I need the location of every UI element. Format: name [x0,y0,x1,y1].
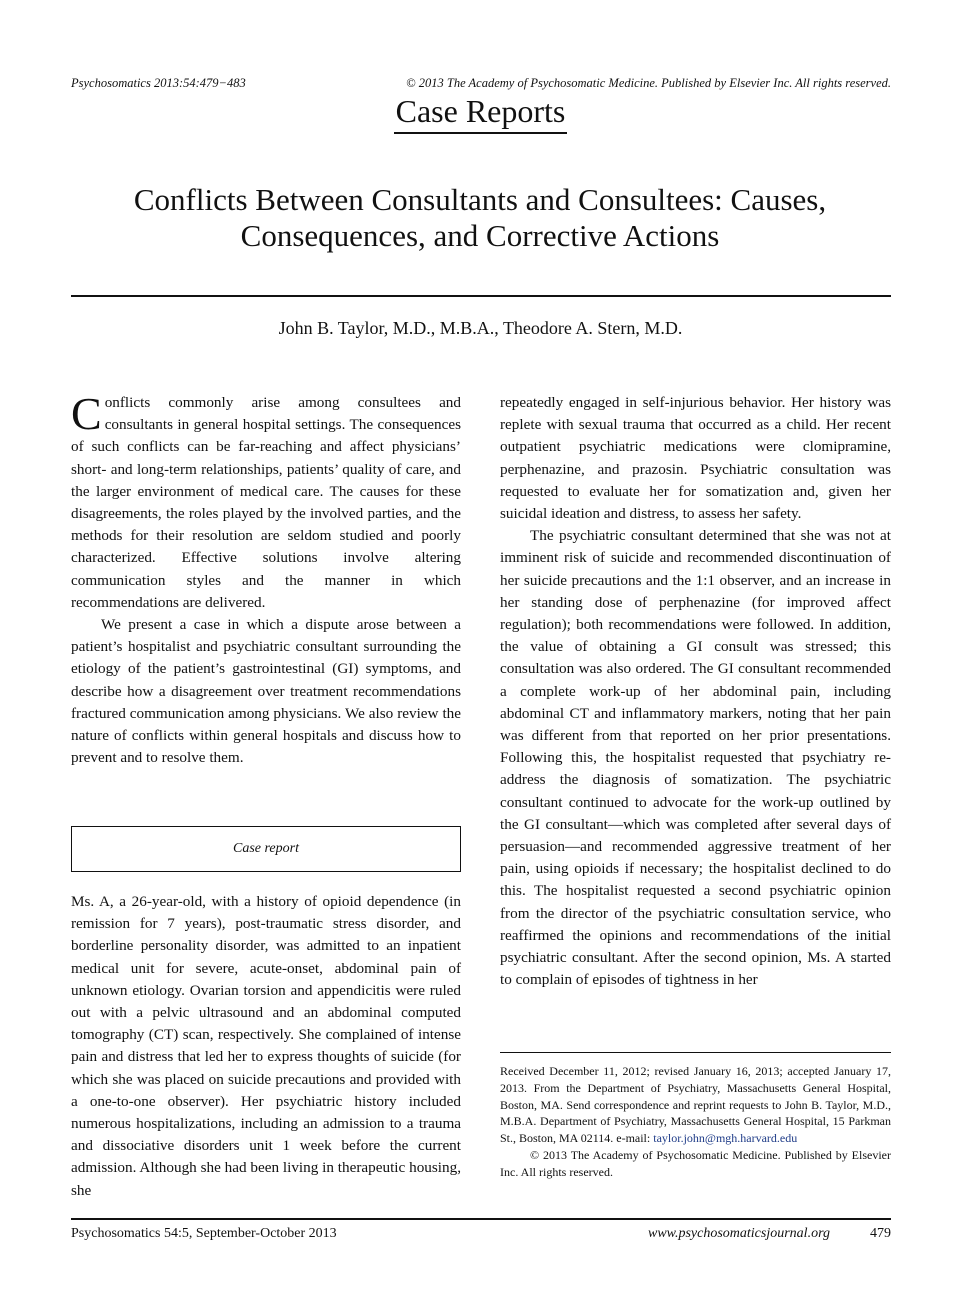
abstract-paragraph-1 [71,388,461,614]
right-column [500,392,891,991]
article-title-line-1: Conflicts Between Consultants and Consultees: Causes, [133,182,827,217]
right-paragraph-2: The psychiatric consultant determined that she was not at imminent risk of suicide and recommended discontinuation of her suicide precautions and the 1:1 observer, and an increase in her standing dose of perphenazine (for improved affect regulation); both recommendations were followed. In addition, the value of obtaining a GI consult was stressed; this consultation was also ordered. The GI consultant recommended a complete work-up of her abdominal pain, including abdominal CT and inflammatory markers, noting that her pain was different from that reported on her prior presentations. Following this, the hospitalist requested that psychiatry re-address the diagnosis of somatization. The psychiatric consultant continued to advocate for the work-up outlined by the GI consultant—which was completed after several days of persuasion—and recommended aggressive treatment of her pain, using opioids if necessary; the hospitalist declined to do this. The hospitalist requested a second psychiatric opinion from the director of the psychiatric consultation service, who reaffirmed the opinions and recommendations of the initial psychiatric consultant. After the second opinion, Ms. A started to complain of episodes of tightness in her [500,527,891,989]
page-number: 479 [870,1226,891,1241]
abstract-column [71,388,461,769]
author-line: John B. Taylor, M.D., M.B.A., Theodore A. Stern, M.D. [278,318,683,338]
title-divider [71,295,891,297]
abstract-paragraph-1-text: onflicts commonly arise among consultees and consultants in general hospital settings. The consequences of such conflicts can be far-reaching and affect physicians’ short- and long-term relationships, patients’ quality of care, and the larger environment of medical care. The causes for these disagreements, the roles played by the involved parties, and the methods for their resolution are seldom studied and poorly characterized. Effective solutions involve altering communication styles and the manner in which recommendations are delivered. [71,394,461,611]
header-copyright: © 2013 The Academy of Psychosomatic Medicine. Published by Elsevier Inc. All rights reserved. [406,76,891,90]
footnote-text: Received December 11, 2012; revised January 16, 2013; accepted January 17, 2013. From the Department of Psychiatry, Massachusetts General Hospital, Boston, MA. Send correspondence and reprint requests to John B. Taylor, M.D., M.B.A. Department of Psychiatry, Massachusetts General Hospital, 15 Parkman St., Boston, MA 02114. e-mail: [500,1064,891,1146]
right-paragraph-1: repeatedly engaged in self-injurious behavior. Her history was replete with sexual trauma that occurred as a child. Her recent outpatient psychiatric medications were clomipramine, perphenazine, and prazosin. Psychiatric consultation was requested to evaluate her for somatization and, given her suicidal ideation and distress, to assess her safety. [500,394,891,523]
footnote-divider [500,1052,891,1053]
footer-divider [71,1218,891,1220]
section-title: Case Reports [394,92,568,134]
footnote-copyright: © 2013 The Academy of Psychosomatic Medicine. Published by Elsevier Inc. All rights reserved. [500,1147,891,1179]
footnote [500,1063,891,1181]
case-report-paragraph-1: Ms. A, a 26-year-old, with a history of opioid dependence (in remission for 7 years), post-traumatic stress disorder, and borderline personality disorder, was admitted to an inpatient medical unit for severe, acute-onset, abdominal pain of unknown etiology. Ovarian torsion and appendicitis were ruled out with a pelvic ultrasound and an abdominal computed tomography (CT) scan, respectively. She complained of intense pain and distress that led her to express thoughts of suicide (for which she was placed on suicide precautions and provided with a one-to-one observer). Her psychiatric history included numerous hospitalizations, including an admission to a trauma and dissociative disorders unit 1 week before the current admission. Although she had been living in therapeutic housing, she [71,893,461,1199]
case-report-heading-box [71,826,461,872]
footnote-received [500,1063,891,1147]
article-title-line-2: Consequences, and Corrective Actions [240,218,720,253]
section-heading [0,92,961,134]
case-report-heading: Case report [233,841,299,856]
footer-url[interactable]: www.psychosomaticsjournal.org [647,1226,830,1241]
drop-cap: C [71,388,102,439]
email-link[interactable]: taylor.john@mgh.harvard.edu [653,1131,798,1146]
case-report-column [71,891,461,1202]
article-title [60,182,900,254]
abstract-paragraph-2: We present a case in which a dispute arose between a patient’s hospitalist and psychiatric consultant surrounding the etiology of the patient’s gastrointestinal (GI) symptoms, and describe how a disagreement over treatment recommendations fractured communication among physicians. We also review the nature of conflicts within general hospitals and discuss how to prevent and to resolve them. [71,616,461,767]
footer-journal: Psychosomatics 54:5, September-October 2013 [71,1226,337,1241]
header-citation: Psychosomatics 2013:54:479−483 [71,76,246,90]
